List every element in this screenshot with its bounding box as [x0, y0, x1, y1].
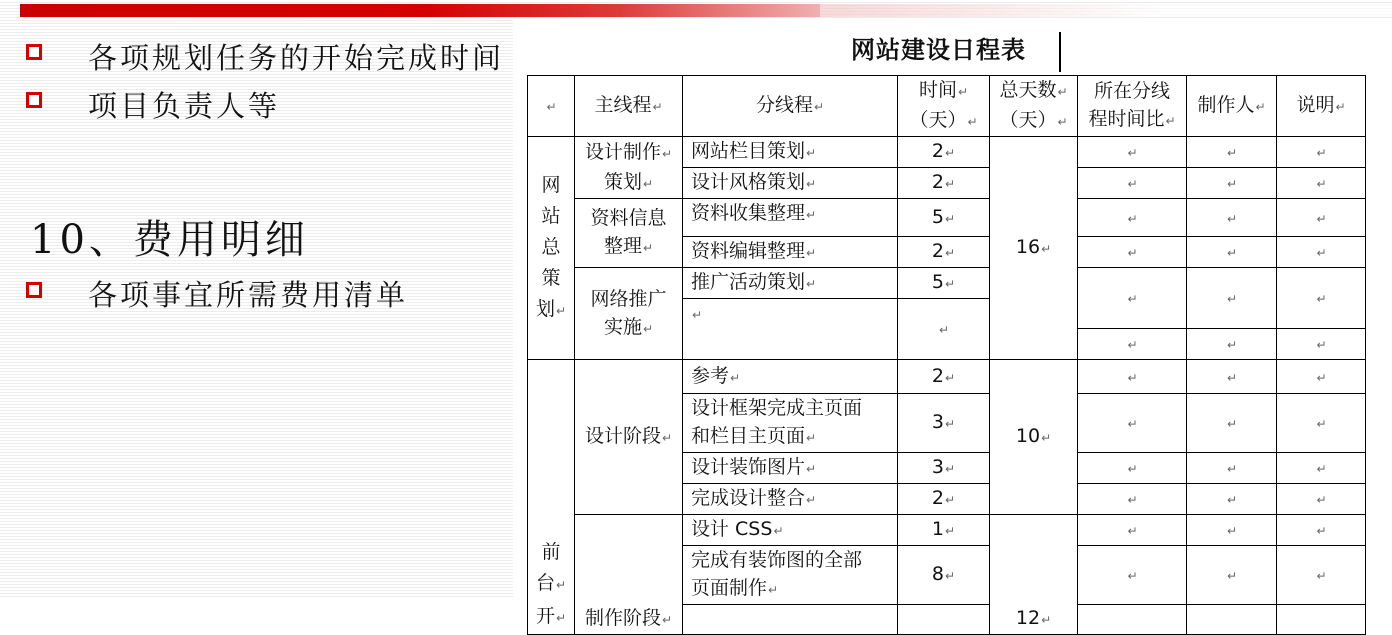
note-cell: ↵ [1277, 329, 1366, 360]
task-cell: 完成设计整合↵ [683, 484, 898, 515]
note-cell [1277, 605, 1366, 635]
title-accent-bar [20, 4, 820, 17]
ratio-cell: ↵ [1078, 484, 1187, 515]
ratio-cell: ↵ [1078, 329, 1187, 360]
note-cell: ↵ [1277, 453, 1366, 484]
ratio-cell: ↵ [1078, 394, 1187, 453]
task-cell: 资料收集整理↵ [683, 199, 898, 237]
task-cell: 设计框架完成主页面 和栏目主页面↵ [683, 394, 898, 453]
task-cell: 网站栏目策划↵ [683, 137, 898, 168]
main-cell-2: 资料信息 整理↵ [575, 199, 683, 268]
ratio-cell: ↵ [1078, 168, 1187, 199]
ratio-cell: ↵ [1078, 360, 1187, 394]
bullet-square-icon [26, 44, 42, 60]
note-cell: ↵ [1277, 168, 1366, 199]
main-cell-3: 网络推广 实施↵ [575, 268, 683, 360]
maker-cell: ↵ [1187, 515, 1277, 546]
note-cell: ↵ [1277, 268, 1366, 329]
ratio-cell [1078, 605, 1187, 635]
maker-cell: ↵ [1187, 199, 1277, 237]
document-title: 网站建设日程表 [851, 36, 1026, 64]
days-cell: 1↵ [898, 515, 990, 546]
table-row [528, 268, 1366, 299]
ratio-cell: ↵ [1078, 137, 1187, 168]
total-cell-1: 16↵ [990, 137, 1078, 360]
note-cell: ↵ [1277, 515, 1366, 546]
maker-cell: ↵ [1187, 453, 1277, 484]
maker-cell: ↵ [1187, 137, 1277, 168]
task-cell-empty: ↵ [683, 299, 898, 360]
note-cell: ↵ [1277, 484, 1366, 515]
bullet-text-1: 各项规划任务的开始完成时间 [88, 41, 505, 75]
main-cell-5: 制作阶段↵ [575, 515, 683, 635]
days-cell: 3↵ [898, 453, 990, 484]
days-cell: 3↵ [898, 394, 990, 453]
total-cell-2: 10↵ [990, 360, 1078, 515]
note-cell: ↵ [1277, 546, 1366, 605]
text-cursor [1059, 32, 1061, 72]
bullet-text-3: 各项事宜所需费用清单 [88, 278, 409, 312]
task-cell: 参考↵ [683, 360, 898, 394]
maker-cell: ↵ [1187, 237, 1277, 268]
maker-cell: ↵ [1187, 168, 1277, 199]
task-cell: 设计 CSS↵ [683, 515, 898, 546]
title-accent-fade [820, 4, 1392, 17]
group-cell-1: 网 站 总 策 划↵ [528, 137, 575, 360]
note-cell: ↵ [1277, 394, 1366, 453]
section-heading: 10、费用明细 [30, 217, 309, 263]
table-row [528, 199, 1366, 237]
task-cell-empty [683, 605, 898, 635]
header-sub: 分线程↵ [683, 76, 898, 137]
bullet-text-2: 项目负责人等 [88, 89, 281, 123]
table-row [528, 515, 1366, 546]
days-cell: 2↵ [898, 168, 990, 199]
group-cell-2: 前 台↵ 开↵ [528, 360, 575, 635]
maker-cell: ↵ [1187, 268, 1277, 329]
header-time: 时间↵ （天）↵ [898, 76, 990, 137]
task-cell: 完成有装饰图的全部 页面制作↵ [683, 546, 898, 605]
total-cell-3: 12↵ [990, 515, 1078, 635]
header-group: ↵ [528, 76, 575, 137]
note-cell: ↵ [1277, 199, 1366, 237]
task-cell: 资料编辑整理↵ [683, 237, 898, 268]
task-cell: 推广活动策划↵ [683, 268, 898, 299]
maker-cell: ↵ [1187, 546, 1277, 605]
days-cell: 2↵ [898, 484, 990, 515]
ratio-cell: ↵ [1078, 515, 1187, 546]
maker-cell [1187, 605, 1277, 635]
header-maker: 制作人↵ [1187, 76, 1277, 137]
main-cell-4: 设计阶段↵ [575, 360, 683, 515]
bullet-square-icon [26, 282, 42, 298]
header-note: 说明↵ [1277, 76, 1366, 137]
days-cell: 2↵ [898, 360, 990, 394]
table-row [528, 137, 1366, 168]
note-cell: ↵ [1277, 360, 1366, 394]
ratio-cell: ↵ [1078, 199, 1187, 237]
task-cell: 设计装饰图片↵ [683, 453, 898, 484]
header-total: 总天数↵ （天）↵ [990, 76, 1078, 137]
days-cell: 5↵ [898, 268, 990, 299]
note-cell: ↵ [1277, 237, 1366, 268]
ratio-cell: ↵ [1078, 453, 1187, 484]
days-cell: 2↵ [898, 237, 990, 268]
days-cell-empty [898, 605, 990, 635]
maker-cell: ↵ [1187, 484, 1277, 515]
embedded-document-image [513, 20, 1392, 629]
days-cell: 5↵ [898, 199, 990, 237]
bullet-square-icon [26, 92, 42, 108]
main-cell-1: 设计制作↵ 策划↵ [575, 137, 683, 199]
days-cell-empty: ↵ [898, 299, 990, 360]
note-cell: ↵ [1277, 137, 1366, 168]
maker-cell: ↵ [1187, 329, 1277, 360]
days-cell: 2↵ [898, 137, 990, 168]
maker-cell: ↵ [1187, 394, 1277, 453]
ratio-cell: ↵ [1078, 237, 1187, 268]
days-cell: 8↵ [898, 546, 990, 605]
header-main: 主线程↵ [575, 76, 683, 137]
schedule-table-wrap [527, 75, 1366, 635]
schedule-table [527, 75, 1366, 635]
task-cell: 设计风格策划↵ [683, 168, 898, 199]
header-row [528, 76, 1366, 137]
header-ratio: 所在分线 程时间比↵ [1078, 76, 1187, 137]
maker-cell: ↵ [1187, 360, 1277, 394]
ratio-cell: ↵ [1078, 268, 1187, 329]
ratio-cell: ↵ [1078, 546, 1187, 605]
table-row [528, 360, 1366, 394]
